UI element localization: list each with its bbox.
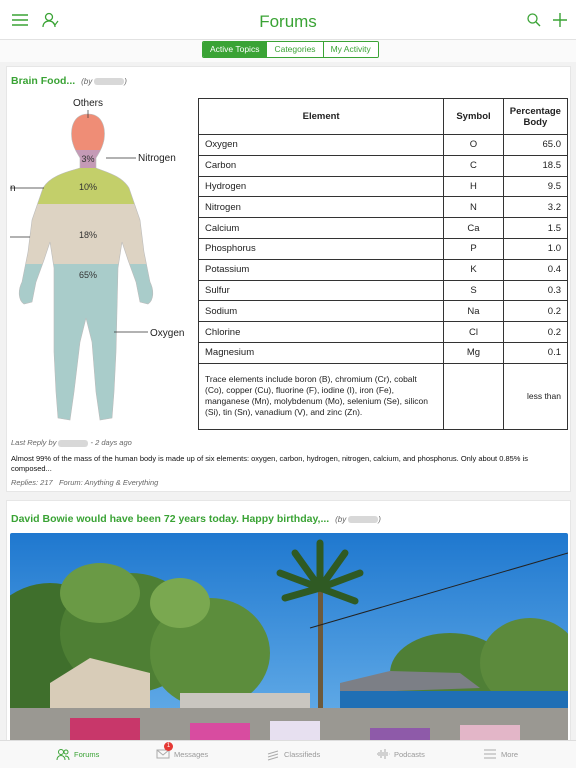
forum-name[interactable]: Forum: Anything & Everything [58, 478, 159, 487]
tab-messages[interactable] [156, 743, 209, 761]
table-row [199, 135, 568, 156]
tab-messages-label: Messages [174, 749, 209, 759]
search-icon[interactable] [524, 10, 544, 30]
cell-element: Hydrogen [199, 176, 444, 197]
table-row [199, 176, 568, 197]
cell-element: Calcium [199, 218, 444, 239]
topic-title-text: Brain Food... [11, 75, 76, 87]
table-row [199, 218, 568, 239]
label-nitrogen: Nitrogen [138, 153, 176, 164]
nav-header [0, 0, 576, 40]
col-element: Element [199, 99, 444, 135]
cell-symbol: Na [444, 301, 504, 322]
table-row [199, 280, 568, 301]
cell-element: Sodium [199, 301, 444, 322]
cell-element: Nitrogen [199, 197, 444, 218]
cell-symbol: P [444, 238, 504, 259]
last-reply-user-redacted [58, 440, 88, 447]
by-label: (by [335, 515, 347, 524]
topic-title[interactable] [11, 75, 127, 87]
table-row [199, 322, 568, 343]
table-row [199, 238, 568, 259]
cell-element: Oxygen [199, 135, 444, 156]
tab-classifieds-label: Classifieds [284, 749, 321, 759]
table-row [199, 301, 568, 322]
tab-classifieds[interactable] [266, 747, 320, 761]
cell-pct: 9.5 [503, 176, 567, 197]
cell-symbol: H [444, 176, 504, 197]
label-oxygen: Oxygen [150, 328, 185, 339]
post-photo[interactable] [10, 533, 568, 743]
tab-categories[interactable]: Categories [266, 42, 322, 57]
more-icon [483, 747, 497, 761]
bottom-tab-bar [0, 740, 576, 768]
last-reply-time: - 2 days ago [90, 438, 132, 447]
cell-trace-pct: less than [503, 363, 567, 429]
tab-active-topics[interactable]: Active Topics [203, 42, 266, 57]
pct-nitrogen: 3% [81, 154, 95, 164]
last-reply [11, 438, 132, 447]
cell-pct: 1.0 [503, 238, 567, 259]
forums-icon [56, 747, 70, 761]
cell-pct: 18.5 [503, 155, 567, 176]
table-row-trace [199, 363, 568, 429]
cell-symbol: C [444, 155, 504, 176]
page-title: Forums [259, 12, 317, 31]
col-percentage: Percentage Body [503, 99, 567, 135]
table-header-row [199, 99, 568, 135]
element-table [198, 98, 568, 430]
element-table-body [199, 135, 568, 430]
cell-pct: 3.2 [503, 197, 567, 218]
cell-symbol: Cl [444, 322, 504, 343]
cell-element: Phosphorus [199, 238, 444, 259]
reply-count: Replies: 217 [11, 478, 53, 487]
label-others: Others [72, 98, 104, 109]
body-composition-diagram [10, 92, 200, 430]
street-photo [10, 533, 568, 743]
tab-forums[interactable] [56, 747, 99, 761]
pct-hydrogen: 10% [78, 182, 98, 192]
tab-my-activity[interactable]: My Activity [323, 42, 378, 57]
cell-pct: 0.2 [503, 322, 567, 343]
topic-author [335, 515, 381, 524]
cell-pct: 0.1 [503, 342, 567, 363]
tab-more-label: More [501, 749, 519, 759]
plus-icon[interactable] [550, 10, 570, 30]
cell-trace-text: Trace elements include boron (B), chromium (Cr), cobalt (Co), copper (Cu), fluorine (F), iodine (I), iron (Fe), manganese (Mn), molybdenum (Mo), selenium (Se), silicon (Si), tin (Sn), vanadium (V), and zinc (Zn). [199, 363, 444, 429]
table-row [199, 342, 568, 363]
cell-element: Chlorine [199, 322, 444, 343]
table-row [199, 259, 568, 280]
cell-element: Sulfur [199, 280, 444, 301]
cell-pct: 0.2 [503, 301, 567, 322]
tab-more[interactable] [483, 747, 518, 761]
by-label: (by [81, 77, 93, 86]
author-name-redacted [348, 516, 378, 523]
pct-oxygen: 65% [78, 270, 98, 280]
topic-author [81, 77, 127, 86]
podcasts-icon [376, 747, 390, 761]
cell-element: Magnesium [199, 342, 444, 363]
tab-podcasts[interactable] [376, 747, 425, 761]
by-close: ) [378, 515, 381, 524]
topic-stats [11, 478, 158, 487]
cell-pct: 0.3 [503, 280, 567, 301]
segment-bar [0, 40, 576, 62]
cell-symbol: K [444, 259, 504, 280]
last-reply-label: Last Reply by [11, 438, 57, 447]
cell-symbol: S [444, 280, 504, 301]
cell-symbol: N [444, 197, 504, 218]
table-row [199, 155, 568, 176]
segmented-control [202, 41, 379, 58]
col-symbol: Symbol [444, 99, 504, 135]
cell-pct: 65.0 [503, 135, 567, 156]
by-close: ) [124, 77, 127, 86]
cell-symbol: O [444, 135, 504, 156]
post-image[interactable] [10, 92, 568, 430]
tab-forums-label: Forums [74, 749, 100, 759]
topic-card[interactable] [6, 66, 571, 492]
cell-symbol: Ca [444, 218, 504, 239]
topic-title-text: David Bowie would have been 72 years today. Happy birthday,... [11, 513, 330, 525]
cell-pct: 0.4 [503, 259, 567, 280]
topic-card[interactable] [6, 500, 571, 750]
messages-badge: 1 [164, 742, 173, 751]
pct-carbon: 18% [78, 230, 98, 240]
classifieds-icon [266, 747, 280, 761]
table-row [199, 197, 568, 218]
label-left-n: n [10, 183, 16, 194]
cell-trace-symbol [444, 363, 504, 429]
topic-title[interactable] [11, 513, 381, 525]
cell-element: Carbon [199, 155, 444, 176]
author-name-redacted [94, 78, 124, 85]
cell-element: Potassium [199, 259, 444, 280]
cell-pct: 1.5 [503, 218, 567, 239]
topic-excerpt: Almost 99% of the mass of the human body is made up of six elements: oxygen, carbon, hydrogen, nitrogen, calcium, and phosphorus. Only about 0.85% is composed... [11, 454, 528, 473]
tab-podcasts-label: Podcasts [394, 749, 425, 759]
cell-symbol: Mg [444, 342, 504, 363]
